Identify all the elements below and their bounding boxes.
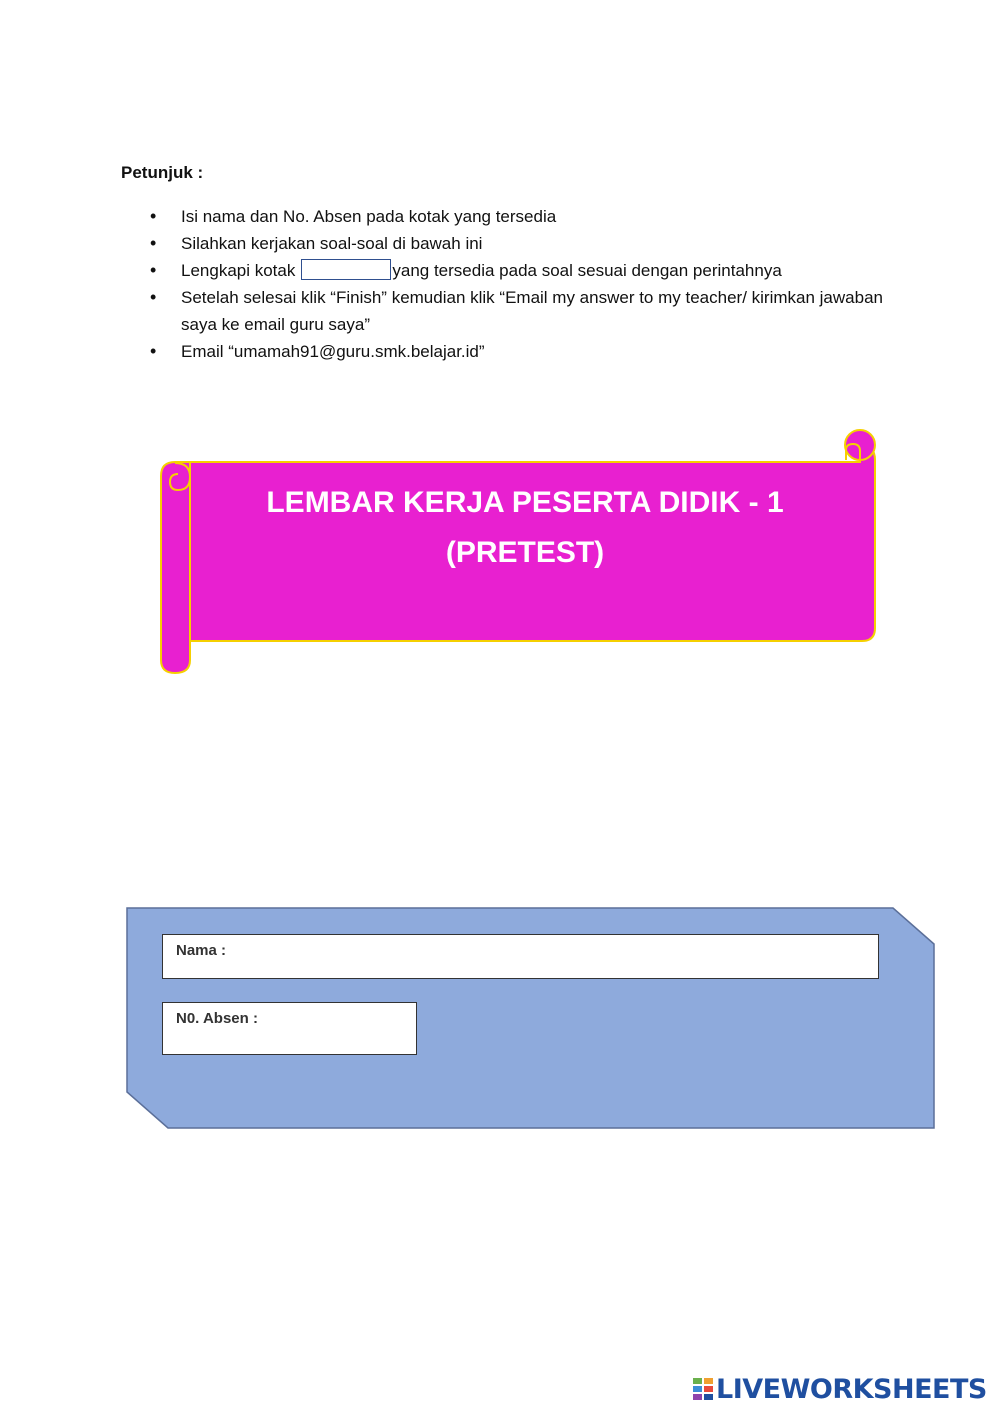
logo-text: LIVEWORKSHEETS: [716, 1373, 987, 1405]
liveworksheets-logo: [692, 1373, 987, 1405]
instruction-text: Setelah selesai klik “Finish” kemudian klik “Email my answer to my teacher/ kirimkan jawaban saya ke email guru saya”: [181, 288, 883, 334]
absen-field[interactable]: [162, 1002, 417, 1055]
name-input[interactable]: [163, 935, 882, 980]
banner-title-line2: (PRETEST): [445, 536, 605, 569]
instruction-text: Lengkapi kotak: [181, 261, 296, 280]
instruction-text: Isi nama dan No. Absen pada kotak yang tersedia: [181, 207, 557, 226]
name-label: Nama :: [176, 942, 227, 959]
instruction-text: yang tersedia pada soal sesuai dengan perintahnya: [392, 261, 782, 280]
instruction-text: Email “umamah91@guru.smk.belajar.id”: [181, 342, 485, 361]
name-field[interactable]: [162, 934, 879, 979]
instruction-text: Silahkan kerjakan soal-soal di bawah ini: [181, 234, 483, 253]
absen-label: N0. Absen :: [176, 1010, 258, 1027]
instructions-title: Petunjuk :: [121, 163, 204, 182]
absen-input[interactable]: [163, 1003, 420, 1056]
banner-title-line1: LEMBAR KERJA PESERTA DIDIK - 1: [266, 486, 784, 519]
logo-grid-icon: [692, 1377, 714, 1401]
